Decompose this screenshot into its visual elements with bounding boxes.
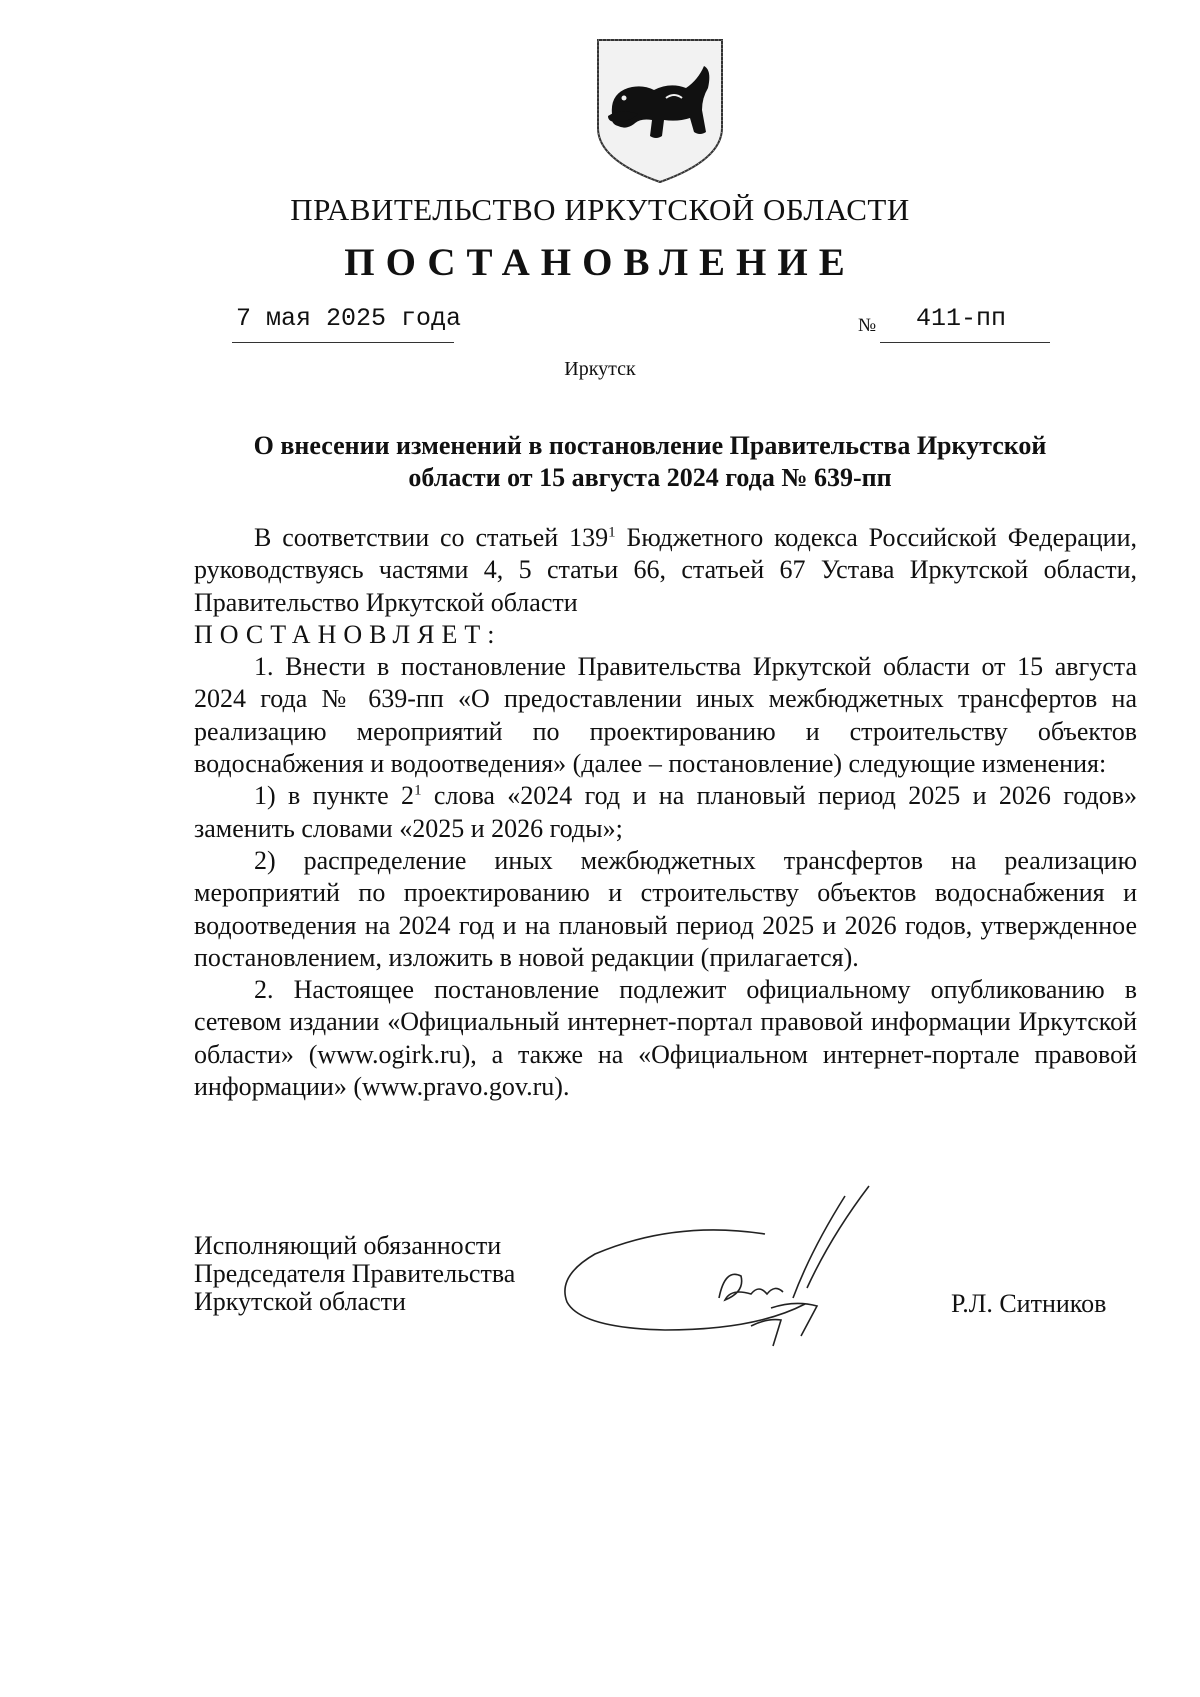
city: Иркутск — [564, 358, 636, 380]
item-1-subitem-2: 2) распределение иных межбюджетных трансфертов на реализацию мероприятий по проектированию и строительству объектов водоснабжения и водоотведения на 2024 год и на плановый период 2025 и 2026 годов, утвержденное постановлением, изложить в новой редакции (прилагается). — [194, 845, 1137, 972]
document-number: 411-пп — [916, 304, 1007, 333]
position-line-1: Исполняющий обязанности — [194, 1231, 502, 1260]
position-line-3: Иркутской области — [194, 1287, 406, 1316]
date-underline — [232, 342, 454, 343]
preamble-paragraph — [194, 522, 1137, 619]
subitem-1-start: 1) в пункте 2 — [254, 781, 415, 811]
document-type: ПОСТАНОВЛЕНИЕ — [344, 241, 856, 284]
document-body — [194, 522, 1137, 1103]
position-line-2: Председателя Правительства — [194, 1259, 516, 1288]
document-subject — [200, 430, 1100, 494]
number-sign: № — [858, 315, 877, 336]
number-underline — [880, 342, 1050, 343]
irkutsk-coat-of-arms-icon — [590, 36, 730, 186]
handwritten-signature-icon — [555, 1180, 895, 1350]
resolves-word: ПОСТАНОВЛЯЕТ: — [194, 619, 502, 649]
subject-line-1: О внесении изменений в постановление Правительства Иркутской — [253, 431, 1047, 460]
item-1-subitem-1 — [194, 780, 1137, 845]
subitem-1-end: слова «2024 год и на плановый период 2025 и 2026 годов» заменить словами «2025 и 2026 годы»; — [194, 781, 1137, 843]
preamble-end: Бюджетного кодекса Российской Федерации, руководствуясь частями 4, 5 статьи 66, статьей 67 Устава Иркутской области, Правительство Иркутской области — [194, 523, 1137, 617]
item-2: 2. Настоящее постановление подлежит официальному опубликованию в сетевом издании «Официальный интернет-портал правовой информации Иркутской области» (www.ogirk.ru), а также на «Официальном интернет-портале правовой информации» (www.pravo.gov.ru). — [194, 975, 1137, 1102]
subitem-1-superscript: 1 — [414, 782, 422, 799]
document-date: 7 мая 2025 года — [236, 304, 462, 333]
government-name: ПРАВИТЕЛЬСТВО ИРКУТСКОЙ ОБЛАСТИ — [290, 192, 910, 227]
signer-name: Р.Л. Ситников — [951, 1289, 1107, 1318]
item-1: 1. Внести в постановление Правительства Иркутской области от 15 августа 2024 года № 639-пп «О предоставлении иных межбюджетных трансфертов на реализацию мероприятий по проектированию и строительству объектов водоснабжения и водоотведения» (далее – постановление) следующие изменения: — [194, 652, 1137, 779]
preamble-start: В соответствии со статьей 139 — [254, 523, 609, 552]
subject-line-2: области от 15 августа 2024 года № 639-пп — [408, 463, 892, 492]
signer-position — [194, 1232, 515, 1316]
preamble-superscript: 1 — [608, 524, 616, 541]
